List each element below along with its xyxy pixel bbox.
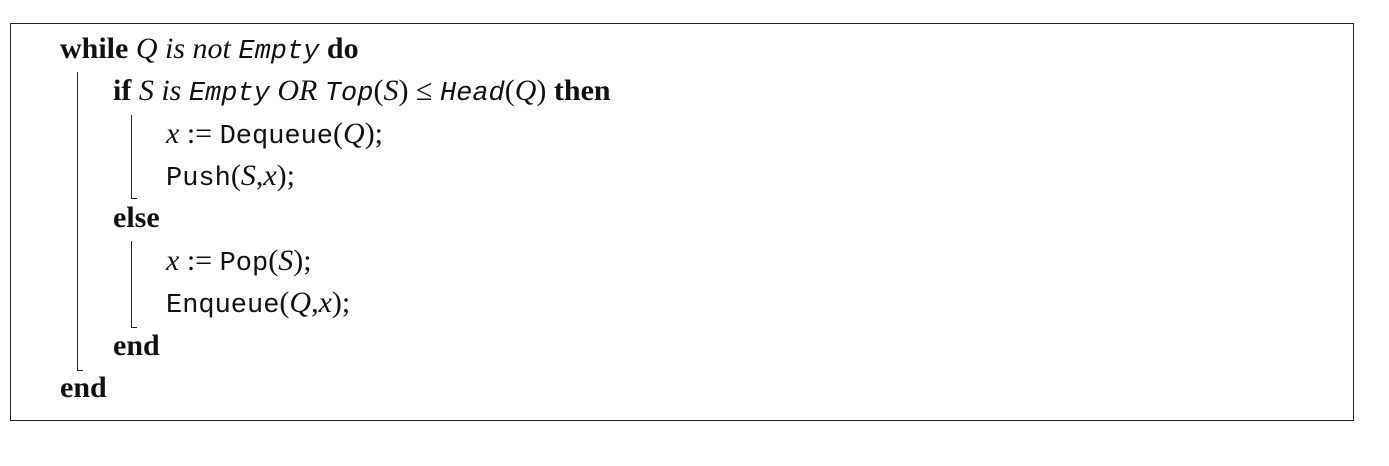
paren-close: ) bbox=[398, 74, 409, 107]
paren-open: ( bbox=[279, 286, 290, 319]
line-else bbox=[113, 200, 160, 236]
paren-open: ( bbox=[333, 117, 344, 150]
while-scope-bar bbox=[77, 72, 78, 370]
paren-open: ( bbox=[504, 74, 515, 107]
if-scope-foot bbox=[131, 198, 137, 199]
pop-function: Pop bbox=[219, 249, 269, 279]
var-s: S bbox=[138, 74, 154, 107]
push-function: Push bbox=[166, 164, 231, 194]
keyword-if: if bbox=[113, 74, 132, 107]
arg-s: S bbox=[240, 159, 256, 192]
line-end-inner bbox=[113, 328, 160, 364]
arg-s: S bbox=[383, 74, 399, 107]
assign-operator: := bbox=[186, 117, 213, 150]
line-while bbox=[60, 31, 359, 70]
paren-close-semicolon: ); bbox=[364, 117, 384, 150]
paren-close-semicolon: ); bbox=[331, 286, 351, 319]
keyword-while: while bbox=[60, 32, 129, 65]
arg-q: Q bbox=[514, 74, 537, 107]
line-push bbox=[166, 158, 295, 197]
comma: , bbox=[255, 159, 264, 192]
line-enqueue bbox=[166, 285, 350, 324]
line-end-outer bbox=[60, 370, 107, 406]
cond-is-not: is not bbox=[165, 32, 231, 65]
paren-close-semicolon: ); bbox=[276, 159, 295, 192]
arg-x: x bbox=[263, 159, 277, 192]
while-scope-foot bbox=[77, 370, 83, 371]
or-token: OR bbox=[277, 74, 318, 107]
else-scope-foot bbox=[131, 327, 137, 328]
arg-q: Q bbox=[343, 117, 365, 150]
keyword-then: then bbox=[553, 74, 611, 107]
var-x: x bbox=[166, 244, 180, 277]
keyword-end: end bbox=[113, 329, 160, 362]
paren-open: ( bbox=[268, 244, 279, 277]
keyword-else: else bbox=[113, 201, 160, 234]
arg-s: S bbox=[278, 244, 294, 277]
arg-x: x bbox=[318, 286, 332, 319]
var-x: x bbox=[166, 117, 180, 150]
keyword-do: do bbox=[326, 32, 359, 65]
is-token: is bbox=[161, 74, 182, 107]
var-q: Q bbox=[135, 32, 158, 65]
keyword-end: end bbox=[60, 371, 107, 404]
less-equal-symbol: ≤ bbox=[415, 74, 433, 107]
arg-q: Q bbox=[289, 286, 312, 319]
else-scope-bar bbox=[131, 241, 132, 327]
paren-close: ) bbox=[536, 74, 547, 107]
empty-token: Empty bbox=[188, 79, 270, 109]
line-pop bbox=[166, 243, 312, 282]
assign-operator: := bbox=[186, 244, 213, 277]
paren-open: ( bbox=[230, 159, 241, 192]
paren-open: ( bbox=[373, 74, 384, 107]
head-function: Head bbox=[439, 79, 505, 109]
line-if bbox=[113, 73, 611, 112]
if-scope-bar bbox=[131, 115, 132, 198]
line-dequeue bbox=[166, 116, 383, 155]
dequeue-function: Dequeue bbox=[219, 122, 334, 152]
empty-token: Empty bbox=[238, 37, 320, 67]
top-function: Top bbox=[324, 79, 374, 109]
paren-close-semicolon: ); bbox=[293, 244, 312, 277]
enqueue-function: Enqueue bbox=[166, 291, 280, 321]
comma: , bbox=[311, 286, 319, 319]
